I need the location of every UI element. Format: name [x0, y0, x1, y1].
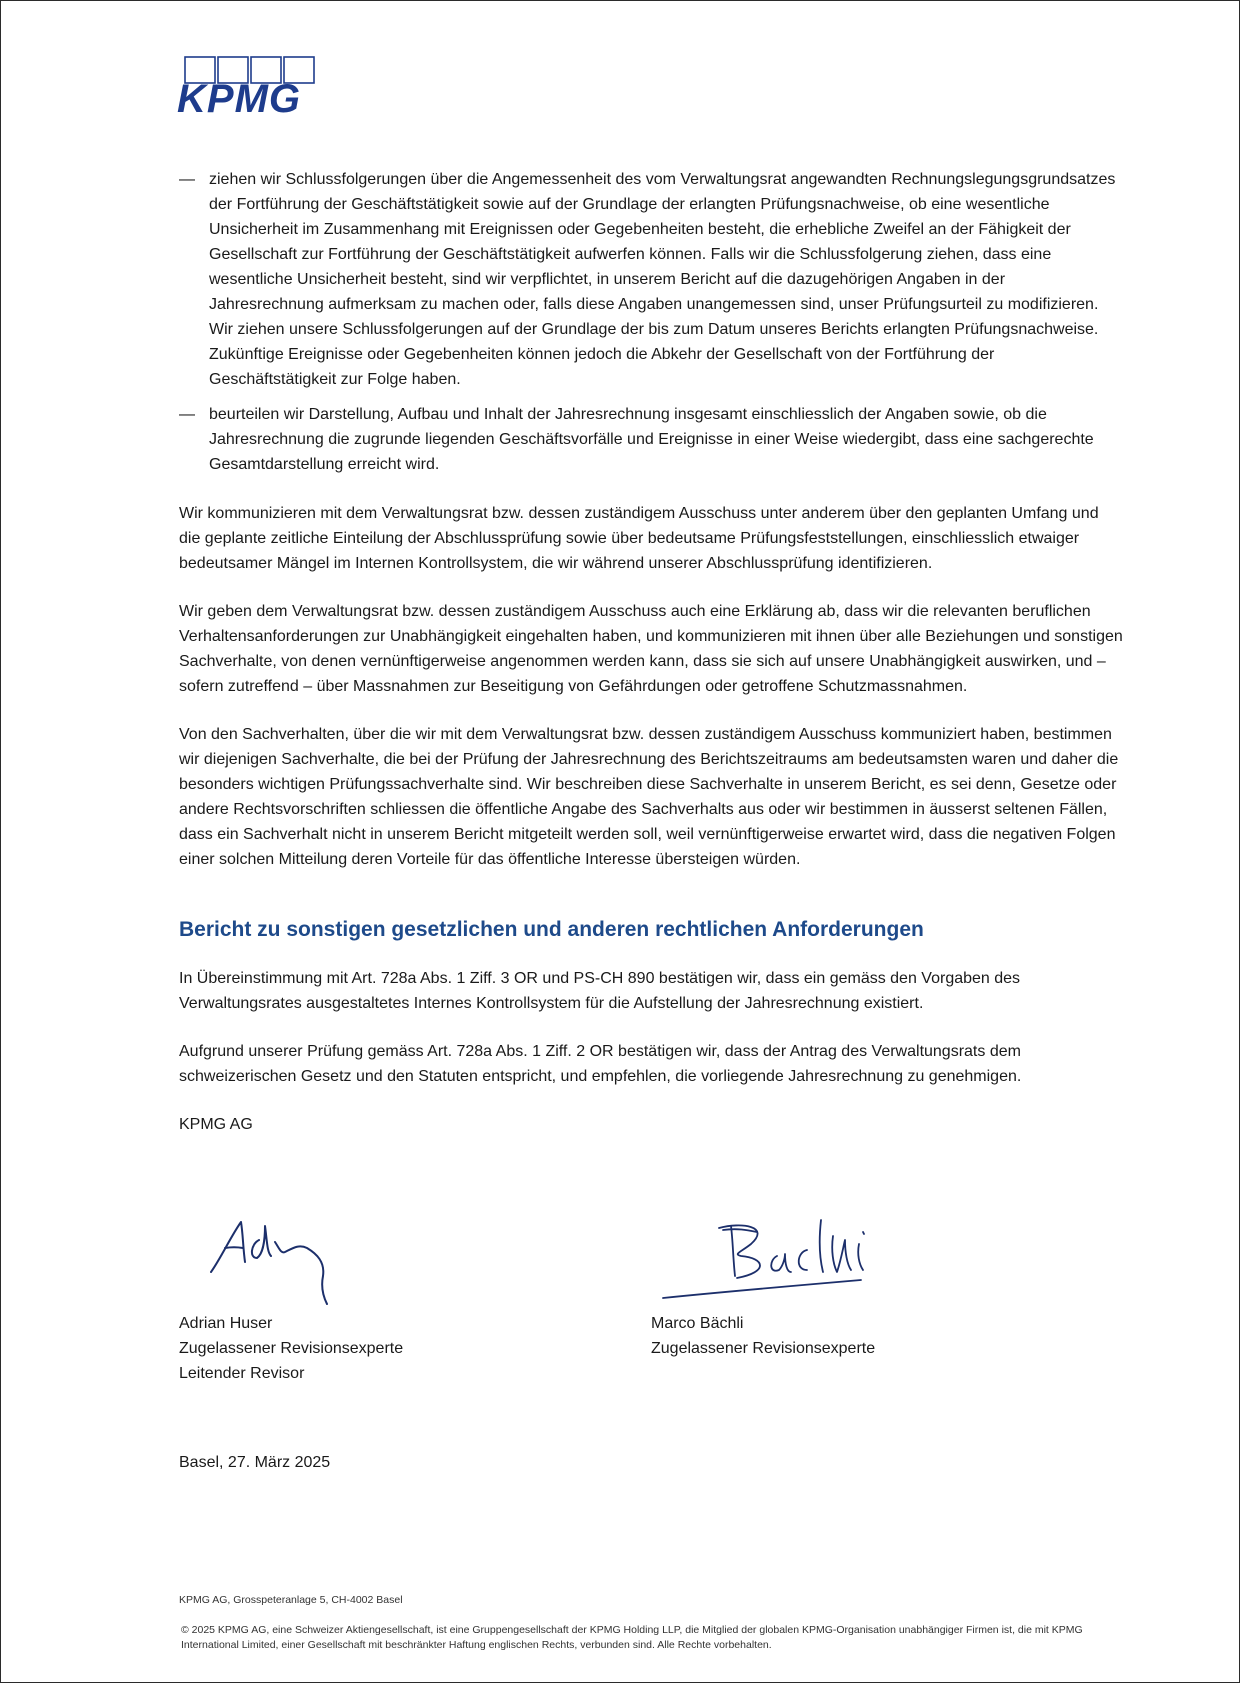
list-item-text: beurteilen wir Darstellung, Aufbau und Inhalt der Jahresrechnung insgesamt einschliesslich der Angaben sowie, ob die Jahresrechnung die zugrunde liegenden Geschäftsvorfälle und Ereignisse in einer Weise wiedergibt, dass eine sachgerechte Gesamtdarstellung erreicht wird.	[209, 406, 1094, 473]
dash-bullet: —	[179, 171, 195, 188]
paragraph-key-audit-matters: Von den Sachverhalten, über die wir mit dem Verwaltungsrat bzw. dessen zuständigem Ausschuss kommuniziert haben, bestimmen wir diejenigen Sachverhalte, die bei der Prüfung der Jahresrechnung des Berichtszeitraums am bedeutsamsten waren und daher die besonders wichtigen Prüfungssachverhalte sind. Wir beschreiben diese Sachverhalte in unserem Bericht, es sei denn, Gesetze oder andere Rechtsvorschriften schliessen die öffentliche Angabe des Sachverhalts aus oder wir bestimmen in äusserst seltenen Fällen, dass ein Sachverhalt nicht in unserem Bericht mitgeteilt werden soll, weil vernünftigerweise erwartet wird, dass die negativen Folgen einer solchen Mitteilung deren Vorteile für das öffentliche Interesse übersteigen würden.	[179, 726, 1119, 868]
paragraph-communication: Wir kommunizieren mit dem Verwaltungsrat bzw. dessen zuständigem Ausschuss unter anderem über den geplanten Umfang und die geplante zeitliche Einteilung der Abschlussprüfung sowie über bedeutsame Prüfungsfeststellungen, einschliesslich etwaiger bedeutsamer Mängel im Internen Kontrollsystem, die wir während unserer Abschlussprüfung identifizieren.	[179, 505, 1099, 572]
signatory-title: Zugelassener Revisionsexperte	[651, 1340, 876, 1357]
place-and-date: Basel, 27. März 2025	[179, 1454, 331, 1471]
signature-area	[179, 1216, 1124, 1396]
list-item	[179, 402, 1124, 477]
footer-address: KPMG AG, Grosspeteranlage 5, CH-4002 Basel	[179, 1594, 403, 1606]
signature-icon	[207, 1214, 347, 1309]
dash-bullet: —	[179, 406, 195, 423]
signatory-title: Zugelassener Revisionsexperte	[179, 1340, 404, 1357]
signatory-role: Leitender Revisor	[179, 1365, 305, 1382]
paragraph-independence: Wir geben dem Verwaltungsrat bzw. dessen zuständigem Ausschuss auch eine Erklärung ab, dass wir die relevanten beruflichen Verhaltensanforderungen zur Unabhängigkeit eingehalten haben, und kommunizieren mit ihnen über alle Beziehungen und sonstigen Sachverhalte, von denen vernünftigerweise angenommen werden kann, dass sie sich auf unsere Unabhängigkeit auswirken, und – sofern zutreffend – über Massnahmen zur Beseitigung von Gefährdungen oder getroffene Schutzmassnahmen.	[179, 603, 1123, 695]
kpmg-logo	[177, 56, 329, 118]
list-item	[179, 167, 1124, 392]
paragraph-internal-control: In Übereinstimmung mit Art. 728a Abs. 1 Ziff. 3 OR und PS-CH 890 bestätigen wir, dass ein gemäss den Vorgaben des Verwaltungsrates ausgestaltetes Internes Kontrollsystem für die Aufstellung der Jahresrechnung existiert.	[179, 970, 1021, 1012]
procedure-list	[179, 167, 1124, 477]
footer-copyright: © 2025 KPMG AG, eine Schweizer Aktiengesellschaft, ist eine Gruppengesellschaft der KPMG Holding LLP, die Mitglied der globalen KPMG-Organisation unabhängiger Firmen ist, die mit KPMG International Limited, einer Gesellschaft mit beschränkter Haftung englischen Rechts, verbunden sind. Alle Rechte vorbehalten.	[181, 1624, 1083, 1651]
report-body	[179, 167, 1124, 1137]
signatory-left-details	[179, 1311, 403, 1386]
signatory-right-details	[651, 1311, 875, 1361]
signatory-name: Marco Bächli	[651, 1315, 744, 1332]
signature-icon	[661, 1206, 911, 1306]
paragraph-recommendation: Aufgrund unserer Prüfung gemäss Art. 728a Abs. 1 Ziff. 2 OR bestätigen wir, dass der Antrag des Verwaltungsrats dem schweizerischen Gesetz und den Statuten entspricht, und empfehlen, die vorliegende Jahresrechnung zu genehmigen.	[179, 1043, 1022, 1085]
svg-text:KPMG: KPMG	[177, 77, 301, 118]
list-item-text: ziehen wir Schlussfolgerungen über die Angemessenheit des vom Verwaltungsrat angewandten Rechnungslegungsgrundsatzes der Fortführung der Geschäftstätigkeit sowie auf der Grundlage der erlangten Prüfungsnachweise, ob eine wesentliche Unsicherheit im Zusammenhang mit Ereignissen oder Gegebenheiten besteht, die erhebliche Zweifel an der Fähigkeit der Gesellschaft zur Fortführung der Geschäftstätigkeit aufwerfen können. Falls wir die Schlussfolgerung ziehen, dass eine wesentliche Unsicherheit besteht, sind wir verpflichtet, in unserem Bericht auf die dazugehörigen Angaben in der Jahresrechnung aufmerksam zu machen oder, falls diese Angaben unangemessen sind, unser Prüfungsurteil zu modifizieren. Wir ziehen unsere Schlussfolgerungen auf der Grundlage der bis zum Datum unseres Berichts erlangten Prüfungsnachweise. Zukünftige Ereignisse oder Gegebenheiten können jedoch die Abkehr der Gesellschaft von der Fortführung der Geschäftstätigkeit zur Folge haben.	[209, 171, 1116, 388]
signatory-name: Adrian Huser	[179, 1315, 273, 1332]
section-heading: Bericht zu sonstigen gesetzlichen und anderen rechtlichen Anforderungen	[179, 918, 924, 941]
kpmg-logo-graphic	[177, 56, 329, 118]
firm-name: KPMG AG	[179, 1116, 253, 1133]
